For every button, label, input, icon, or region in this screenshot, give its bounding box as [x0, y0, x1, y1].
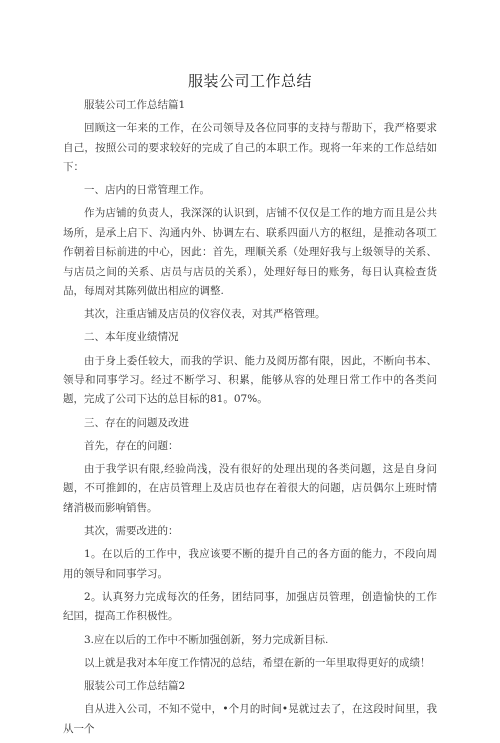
paragraph: 自从进入公司，不知不觉中，•个月的时间•晃就过去了，在这段时间里，我从一个	[63, 703, 437, 735]
document-title: 服装公司工作总结	[187, 72, 312, 90]
section-heading: 服装公司工作总结篇1	[84, 99, 186, 111]
paragraph: 由于我学识有限,经验尚浅，没有很好的处理出现的各类问题，这是自身问题，不可推卸的，在店员管理上及店员也存在着很大的问题，店员偶尔上班时情绪消极而影响销售。	[63, 463, 437, 514]
paragraph: 其次，注重店铺及店员的仪容仪表，对其严格管理。	[84, 308, 326, 321]
section-heading: 二、本年度业绩情况	[84, 331, 179, 344]
paragraph: 以上就是我对本年度工作情况的总结，希望在新的一年里取得更好的成绩！	[84, 656, 431, 669]
list-item: 2。认真努力完成每次的任务，团结同事，加强店员管理，创造愉快的工作纪囯，提高工作积极性。	[63, 590, 437, 623]
section-heading: 服装公司工作总结篇2	[84, 679, 186, 692]
paragraph: 回顾这一年来的工作，在公司领导及各位同事的支持与帮助下，我严格要求自己，按照公司的要求较好的完成了自己的本职工作。现将一年来的工作总结如下：	[63, 122, 437, 174]
list-item: 3.应在以后的工作中不断加强创新，努力完成新目标.	[84, 633, 329, 646]
document-body	[63, 96, 437, 743]
paragraph: 其次，需要改进的：	[84, 525, 179, 538]
section-heading: 一、店内的日常管理工作。	[84, 184, 210, 197]
paragraph: 由于身上委任较大，而我的学识、能力及阅历都有限，因此，不断向书本、领导和同事学习。经过不断学习、积累，能够从容的处理日常工作中的各类问题，完成了公司下达的总目标的81。07%。	[63, 354, 437, 406]
section-heading: 三、存在的问题及改进	[84, 416, 189, 429]
paragraph: 作为店铺的负责人，我深深的认识到，店铺不仅仅是工作的地方而且是公共场所，是承上启下、沟通内外、协调左右、联系四面八方的枢纽，是推动各项工作朝着目标前进的中心，因此：首先，理顺关系（处理好我与上级领导的关系、与店员之间的关系、店员与店员的关系），处理好每日的账务，每日认真检查货品，每周对其陈列做出相应的调整.	[63, 207, 437, 298]
list-item: 1。在以后的工作中，我应该要不断的提升自己的各方面的能力，不段向周用的领导和同事学习。	[63, 548, 437, 580]
paragraph: 首先，存在的问题：	[84, 439, 179, 452]
